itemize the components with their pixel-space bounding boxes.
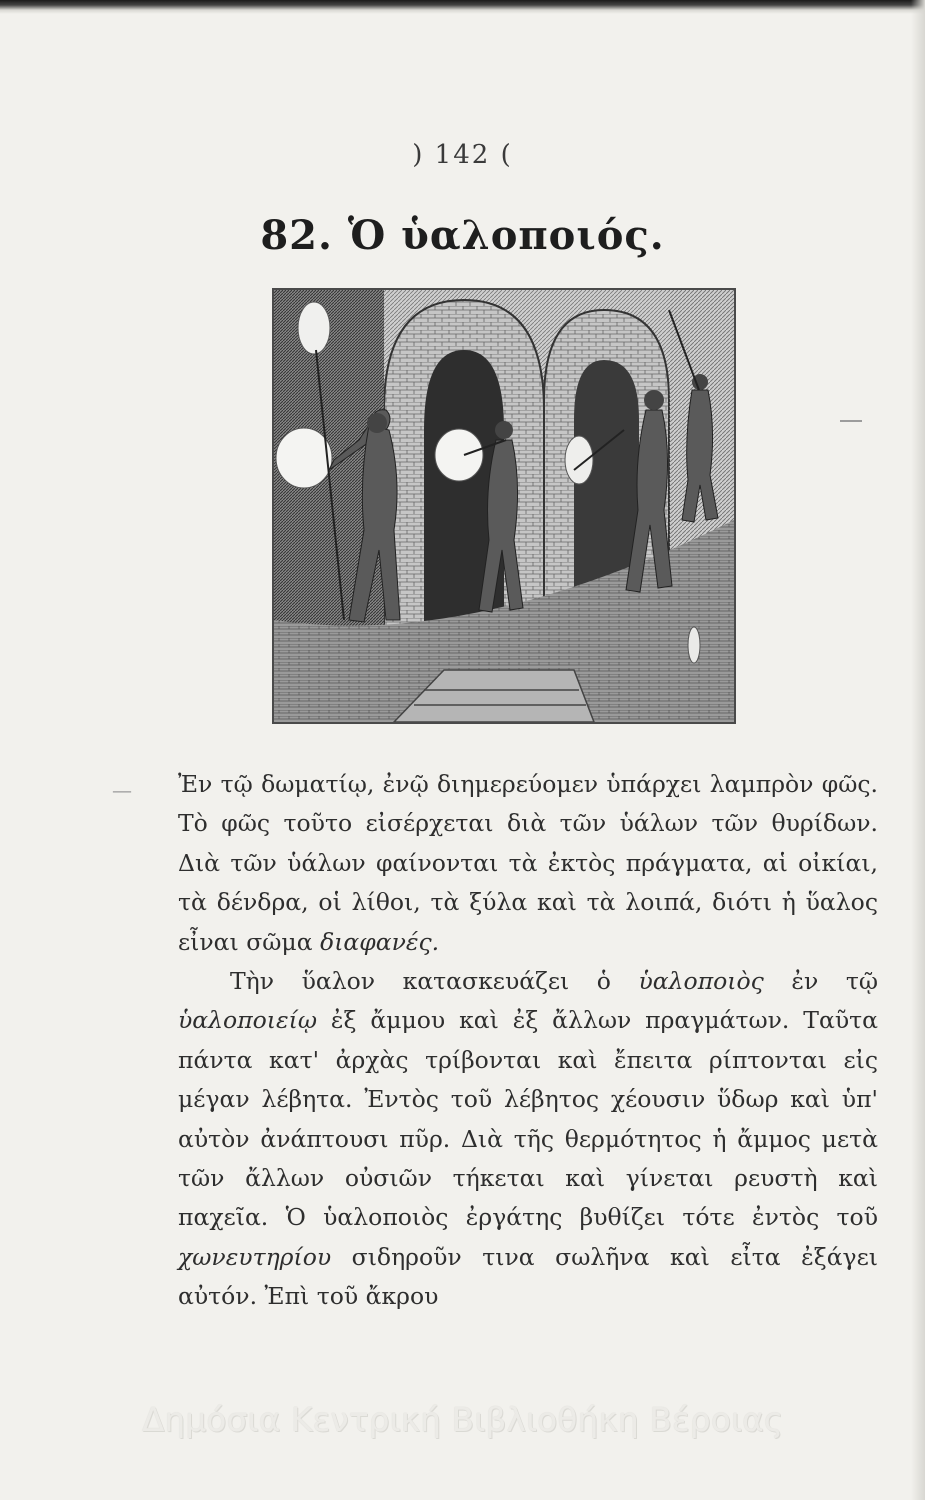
library-watermark: Δημόσια Κεντρική Βιβλιοθήκη Βέροιας bbox=[141, 1400, 784, 1439]
margin-mark bbox=[840, 420, 862, 422]
engraving-svg bbox=[274, 290, 734, 722]
page-number: ) 142 ( bbox=[412, 140, 513, 170]
chapter-title: 82. Ὁ ὑαλοποιός. bbox=[260, 212, 665, 259]
paragraph-2 bbox=[178, 962, 878, 1317]
paragraph-1-italic: διαφανές. bbox=[320, 927, 440, 956]
paragraph-2-seg: ἐξ ἄμμου καὶ ἐξ ἄλλων πραγμάτων. Ταῦτα πάντα κατ' ἀρχὰς τρίβονται καὶ ἔπειτα ρίπτονται εἰς μέγαν λέβητα. Ἐντὸς τοῦ λέβητος χέουσιν ὕδωρ καὶ ὑπ' αὐτὸν ἀνάπτουσι πῦρ. Διὰ τῆς θερμότητος ἡ ἄμμος μετὰ τῶν ἄλλων οὐσιῶν τήκεται καὶ γίνεται ρευστὴ καὶ παχεῖα. Ὁ ὑαλοποιὸς ἐργάτης βυθίζει τότε ἐντὸς τοῦ bbox=[178, 1006, 878, 1232]
paragraph-2-seg: ἐν τῷ bbox=[763, 967, 878, 996]
paragraph-2-seg: ὑαλοποιείῳ bbox=[178, 1006, 317, 1035]
margin-tick: — bbox=[112, 778, 132, 802]
paragraph-1-text: Ἐν τῷ δωματίῳ, ἐνῷ διημερεύομεν ὑπάρχει λαμπρὸν φῶς. Τὸ φῶς τοῦτο εἰσέρχεται διὰ τῶν ὑάλων τῶν θυρίδων. Διὰ τῶν ὑάλων φαίνονται τὰ ἐκτὸς πράγματα, αἱ οἰκίαι, τὰ δένδρα, οἱ λίθοι, τὰ ξύλα καὶ τὰ λοιπά, διότι ἡ ὕαλος εἶναι σῶμα bbox=[178, 770, 878, 956]
page-top-edge bbox=[0, 0, 925, 14]
paragraph-1 bbox=[178, 765, 878, 962]
paragraph-2-seg: ὑαλοποιὸς bbox=[638, 967, 764, 996]
body-text bbox=[178, 765, 878, 1317]
paragraph-2-seg: χωνευτηρίου bbox=[178, 1242, 332, 1271]
paragraph-2-seg: Τὴν ὕαλον κατασκευάζει ὁ bbox=[230, 967, 639, 996]
paragraph-2-seg: σιδηροῦν τινα σωλῆνα καὶ εἶτα ἐξάγει αὐτόν. Ἐπὶ τοῦ ἄκρου bbox=[178, 1242, 878, 1311]
glassblowers-illustration bbox=[272, 288, 736, 724]
